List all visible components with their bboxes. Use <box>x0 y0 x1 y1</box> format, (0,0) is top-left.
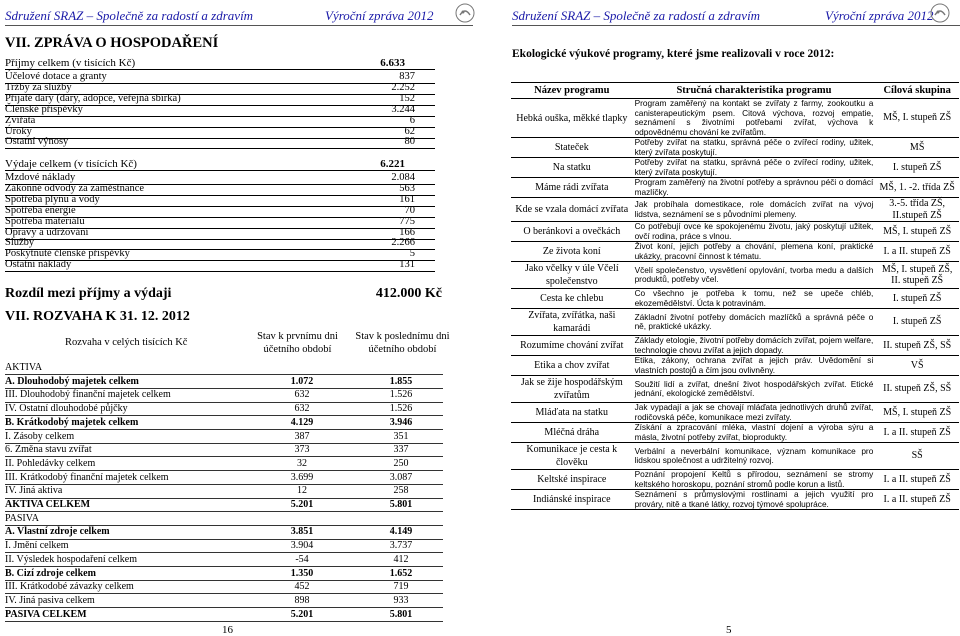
expense-total: 6.221 <box>380 158 405 170</box>
program-description: Potřeby zvířat na statku, správná péče o zvířecí rodiny, užitek, který zvířata poskytují. <box>634 137 874 157</box>
balance-row-start: 3.851 <box>290 526 314 538</box>
program-name: Jako včelky v úle Včelí společenstvo <box>511 262 633 289</box>
balance-row-end: 3.737 <box>389 540 413 552</box>
program-row <box>511 470 959 490</box>
balance-row <box>5 376 443 389</box>
program-description: Život koní, jejich potřeby a chování, plemena koní, praktické ukázky, pracovní činnost k tématu. <box>634 241 874 261</box>
balance-row <box>5 458 443 471</box>
programs-title: Ekologické výukové programy, které jsme realizovali v roce 2012: <box>512 48 835 60</box>
balance-row-label: IV. Ostatní dlouhodobé půjčky <box>5 403 128 415</box>
balance-row-start: 4.129 <box>290 416 314 428</box>
col-header-target: Cílová skupina <box>875 83 959 99</box>
expense-row <box>5 259 435 272</box>
program-description: Získání a zpracování mléka, vlastní dojení a výroba sýru a másla, životní potřeby zvířat, bioprodukty. <box>634 422 874 442</box>
program-name: Indiánské inspirace <box>511 490 633 510</box>
balance-row-start: -54 <box>295 553 309 565</box>
program-name: Máme rádi zvířata <box>511 178 633 198</box>
program-row <box>511 443 959 470</box>
program-name: Zvířata, zvířátka, naši kamarádi <box>511 309 633 336</box>
col-header-name: Název programu <box>511 83 633 99</box>
program-name: Na statku <box>511 158 633 178</box>
program-description: Seznámení s průmyslovými rostlinami a jejich využití pro prováry, nitě a tkané látky, rozvoj týmové spolupráce. <box>634 489 874 509</box>
program-name: Komunikace je cesta k člověku <box>511 443 633 470</box>
balance-row-start: 452 <box>294 581 310 593</box>
expense-title-row <box>5 158 435 171</box>
balance-row-start: 1.072 <box>290 375 314 387</box>
program-name: Keltské inspirace <box>511 470 633 490</box>
difference-row <box>5 286 442 302</box>
program-row <box>511 289 959 309</box>
program-target: SŠ <box>875 443 959 470</box>
difference-label: Rozdíl mezi příjmy a výdaji <box>5 286 172 301</box>
balance-row-label: IV. Jiná aktiva <box>5 485 63 497</box>
header-rule-right <box>512 25 960 26</box>
expense-row-value: 563 <box>399 182 415 194</box>
balance-row <box>5 513 443 526</box>
program-row <box>511 423 959 443</box>
program-description: Jak probíhala domestikace, role domácích zvířat na vývoj lidstva, seznámení se s původními plemeny. <box>633 198 876 222</box>
income-row-value: 152 <box>399 92 415 104</box>
expense-row-label: Opravy a udržování <box>5 226 89 238</box>
program-row <box>511 336 959 356</box>
expense-row-value: 131 <box>399 259 415 271</box>
balance-row <box>5 568 443 581</box>
balance-row-start: 1.350 <box>290 567 314 579</box>
program-target: I. a II. stupeň ZŠ <box>875 242 959 262</box>
income-row-label: Úroky <box>5 125 32 137</box>
income-row-value: 2.252 <box>391 81 415 93</box>
balance-row-start: 3.904 <box>290 540 314 552</box>
balance-row-end: 351 <box>393 430 409 442</box>
income-row-value: 6 <box>409 114 415 126</box>
balance-col2-header: Stav k poslednímu dni účetního období <box>355 331 450 355</box>
balance-row-start: 32 <box>297 457 307 469</box>
program-target: MŠ, I. stupeň ZŠ, II. stupeň ZŠ <box>875 262 959 289</box>
balance-row-start: 387 <box>294 430 310 442</box>
balance-row-end: 412 <box>393 553 409 565</box>
program-name: O beránkovi a ovečkách <box>511 222 633 242</box>
program-description: Program zaměřený na kontakt se zvířaty z farmy, zookoutku a canisterapeutickým psem. Citová výchova, rozvoj empatie, seznámení s životními potřebami zvířat, výchova k odpovědnému chování ke zvířatům. <box>634 98 874 137</box>
program-name: Jak se žije hospodářským zvířatům <box>511 376 633 403</box>
balance-row-label: I. Jmění celkem <box>5 540 69 552</box>
expense-row-value: 2.266 <box>391 237 415 249</box>
program-name: Cesta ke chlebu <box>511 289 633 309</box>
income-total: 6.633 <box>380 57 405 69</box>
expense-row-label: Spotřeba energie <box>5 204 76 216</box>
balance-row-start: 632 <box>294 403 310 415</box>
balance-caption: Rozvaha v celých tisících Kč <box>65 337 188 348</box>
program-description: Potřeby zvířat na statku, správná péče o zvířecí rodiny, užitek, který zvířata poskytují. <box>634 157 874 177</box>
balance-row-start: 3.699 <box>290 471 314 483</box>
expense-row-value: 70 <box>404 204 415 216</box>
income-row-value: 80 <box>404 136 415 148</box>
report-title: Výroční zpráva 2012 <box>325 8 434 23</box>
programs-header-row <box>511 83 959 99</box>
income-row-label: Tržby za služby <box>5 81 72 93</box>
section-title-finance: VII. ZPRÁVA O HOSPODAŘENÍ <box>5 35 219 51</box>
balance-row <box>5 554 443 567</box>
balance-row <box>5 431 443 444</box>
expense-row-value: 5 <box>409 248 415 260</box>
balance-row-label: A. Dlouhodobý majetek celkem <box>5 375 139 387</box>
expense-row-label: Spotřeba plynu a vody <box>5 193 100 205</box>
balance-row-label: B. Krátkodobý majetek celkem <box>5 416 139 428</box>
program-row <box>511 309 959 336</box>
program-row <box>511 356 959 376</box>
program-target: I. stupeň ZŠ <box>875 309 959 336</box>
programs-table <box>511 82 959 510</box>
income-row-label: Účelové dotace a granty <box>5 71 107 82</box>
balance-row <box>5 485 443 498</box>
balance-row-end: 258 <box>393 485 409 497</box>
balance-row-label: A. Vlastní zdroje celkem <box>5 526 110 538</box>
balance-row <box>5 499 443 512</box>
difference-value: 412.000 Kč <box>375 286 442 301</box>
programs-body <box>511 99 959 510</box>
income-row <box>5 136 435 149</box>
balance-row <box>5 526 443 539</box>
program-name: Hebká ouška, měkké tlapky <box>511 99 633 138</box>
balance-row <box>5 403 443 416</box>
program-target: MŠ, I. stupeň ZŠ <box>875 403 959 423</box>
org-name: Sdružení SRAZ – Společně za radostí a zdravím <box>5 8 254 23</box>
expense-row-value: 775 <box>399 215 415 227</box>
income-title-row <box>5 57 435 70</box>
expense-title: Výdaje celkem (v tisících Kč) <box>5 158 137 170</box>
program-row <box>511 99 959 138</box>
sras-logo-icon-right <box>930 3 950 23</box>
balance-row-label: B. Cizí zdroje celkem <box>5 567 96 579</box>
program-description: Základy etologie, životní potřeby domácích zvířat, pojem welfare, technologie chovu zvířat a jejich dopady. <box>634 335 874 355</box>
program-target: MŠ, I. stupeň ZŠ <box>875 222 959 242</box>
balance-row <box>5 417 443 430</box>
expense-row-label: Mzdové náklady <box>5 172 76 183</box>
program-target: VŠ <box>875 356 959 376</box>
income-row-label: Zvířata <box>5 114 36 126</box>
program-description: Etika, zákony, ochrana zvířat a jejich práv. Uvědomění si vlastních postojů a čím jsou ovlivněny. <box>634 355 874 375</box>
income-row-label: Přijaté dary (dary, adopce, veřejná sbírka) <box>5 92 181 104</box>
balance-row <box>5 472 443 485</box>
program-description: Soužití lidí a zvířat, dnešní život hospodářských zvířat. Etické jednání, ekologické zemědělství. <box>633 376 876 403</box>
balance-row-label: 6. Změna stavu zvířat <box>5 444 92 456</box>
balance-col1-header: Stav k prvnímu dni účetního období <box>257 331 338 355</box>
income-row-value: 837 <box>399 71 415 82</box>
program-row <box>511 158 959 178</box>
balance-row <box>5 444 443 457</box>
balance-row-label: AKTIVA CELKEM <box>5 499 91 510</box>
expense-row-label: Spotřeba materiálu <box>5 215 85 227</box>
program-row <box>511 262 959 289</box>
program-row <box>511 198 959 222</box>
program-target: I. stupeň ZŠ <box>875 158 959 178</box>
program-target: MŠ, 1. -2. třída ZŠ <box>875 178 959 198</box>
balance-row-end: 250 <box>393 457 409 469</box>
balance-row-start: 373 <box>294 444 310 456</box>
balance-row-end: 719 <box>393 581 409 593</box>
balance-row-end: 3.087 <box>389 471 413 483</box>
program-target: I. a II. stupeň ZŠ <box>875 490 959 510</box>
balance-row-label: PASIVA <box>5 512 39 524</box>
col-header-desc: Stručná charakteristika programu <box>633 83 876 99</box>
program-description: Včelí společenstvo, vysvětlení opylování, tvorba medu a dalších produktů, potřeby včel. <box>633 262 876 289</box>
balance-row-label: AKTIVA <box>5 362 43 373</box>
balance-row-start: 12 <box>297 485 307 497</box>
program-description: Základní životní potřeby domácích mazlíčků a správná péče o ně, praktické ukázky. <box>633 309 876 336</box>
balance-row-end: 1.526 <box>389 403 413 415</box>
program-name: Kde se vzala domácí zvířata <box>511 198 633 222</box>
right-page-number: 5 <box>726 624 732 636</box>
expense-row-label: Zákonné odvody za zaměstnance <box>5 182 145 194</box>
header-rule <box>5 25 473 26</box>
program-description: Verbální a neverbální komunikace, význam komunikace pro lidskou společnost a udržitelný rozvoj. <box>633 443 876 470</box>
balance-row-end: 4.149 <box>389 526 413 538</box>
program-name: Stateček <box>511 138 633 158</box>
income-row-label: Ostatní výnosy <box>5 136 69 148</box>
program-row <box>511 490 959 510</box>
program-target: MŠ <box>875 138 959 158</box>
balance-row-label: PASIVA CELKEM <box>5 608 87 620</box>
program-target: I. a II. stupeň ZŠ <box>875 423 959 443</box>
balance-row-end: 933 <box>393 594 409 606</box>
balance-row-end: 1.526 <box>389 389 413 401</box>
balance-row-start: 5.201 <box>290 499 314 510</box>
balance-row-end: 5.801 <box>389 608 413 620</box>
balance-row-end: 3.946 <box>389 416 413 428</box>
program-description: Program zaměřený na životní potřeby a správnou péči o domácí mazlíčky. <box>634 177 874 197</box>
expense-row-value: 161 <box>399 193 415 205</box>
program-name: Mléčná dráha <box>511 423 633 443</box>
balance-row <box>5 389 443 402</box>
balance-row-label: III. Krátkodobé závazky celkem <box>5 581 134 593</box>
program-name: Etika a chov zvířat <box>511 356 633 376</box>
program-target: I. a II. stupeň ZŠ <box>875 470 959 490</box>
income-row-label: Členské příspěvky <box>5 103 83 115</box>
program-row <box>511 376 959 403</box>
program-name: Mláďata na statku <box>511 403 633 423</box>
expense-row-value: 166 <box>399 226 415 238</box>
balance-row-label: III. Dlouhodobý finanční majetek celkem <box>5 389 171 401</box>
report-title-right: Výroční zpráva 2012 <box>825 8 934 23</box>
balance-table <box>5 362 443 624</box>
program-description: Co všechno je potřeba k tomu, než se upeče chléb, ekozemědělství. Úcta k potravinám. <box>634 288 874 308</box>
program-name: Ze života koní <box>511 242 633 262</box>
org-name-right: Sdružení SRAZ – Společně za radostí a zdravím <box>512 8 761 23</box>
balance-row-start: 898 <box>294 594 310 606</box>
balance-row-end: 337 <box>393 444 409 456</box>
balance-row-label: II. Pohledávky celkem <box>5 457 96 469</box>
balance-title: VII. ROZVAHA K 31. 12. 2012 <box>5 309 190 324</box>
program-target: II. stupeň ZŠ, SŠ <box>875 376 959 403</box>
right-page-header <box>512 8 960 24</box>
balance-row-label: IV. Jiná pasiva celkem <box>5 594 95 606</box>
balance-row-end: 5.801 <box>389 499 413 510</box>
program-row <box>511 403 959 423</box>
left-page-number: 16 <box>222 624 233 636</box>
balance-row-label: I. Zásoby celkem <box>5 430 75 442</box>
balance-row-label: II. Výsledek hospodaření celkem <box>5 553 137 565</box>
program-row <box>511 242 959 262</box>
balance-row-end: 1.652 <box>389 567 413 579</box>
program-name: Rozumíme chování zvířat <box>511 336 633 356</box>
balance-row <box>5 540 443 553</box>
program-description: Jak vypadají a jak se chovají mláďata jednotlivých druhů zvířat, rodičovská péče, komunikace mezi zvířaty. <box>634 402 874 422</box>
expense-row-label: Služby <box>5 237 35 249</box>
balance-row-label: III. Krátkodobý finanční majetek celkem <box>5 471 169 483</box>
balance-row <box>5 362 443 375</box>
balance-row-start: 5.201 <box>290 608 314 620</box>
program-target: 3.-5. třída ZŠ, II.stupeň ZŠ <box>875 198 959 222</box>
balance-row <box>5 581 443 594</box>
program-target: MŠ, I. stupeň ZŠ <box>875 99 959 138</box>
income-title: Příjmy celkem (v tisících Kč) <box>5 57 136 69</box>
expense-row-value: 2.084 <box>391 172 415 183</box>
left-page <box>0 0 478 636</box>
right-page <box>482 0 960 636</box>
program-target: II. stupeň ZŠ, SŠ <box>875 336 959 356</box>
program-description: Co potřebují ovce ke spokojenému životu, jaký poskytují užitek, ovčí rodina, práce s vlnou. <box>634 221 874 241</box>
program-row <box>511 178 959 198</box>
balance-row-end: 1.855 <box>389 375 413 387</box>
expense-row-label: Poskytnuté členské příspěvky <box>5 248 130 260</box>
balance-row <box>5 595 443 608</box>
program-description: Poznání propojení Keltů s přírodou, seznámení se stromy keltského horoskopu, poznání stromů podle korun a listů. <box>634 469 874 489</box>
income-row-value: 3.244 <box>391 103 415 115</box>
sras-logo-icon <box>455 3 475 23</box>
program-row <box>511 138 959 158</box>
program-target: I. stupeň ZŠ <box>875 289 959 309</box>
program-row <box>511 222 959 242</box>
expense-row-label: Ostatní náklady <box>5 259 72 271</box>
left-page-header <box>5 8 473 24</box>
income-row-value: 62 <box>404 125 415 137</box>
balance-row <box>5 609 443 622</box>
balance-row-start: 632 <box>294 389 310 401</box>
